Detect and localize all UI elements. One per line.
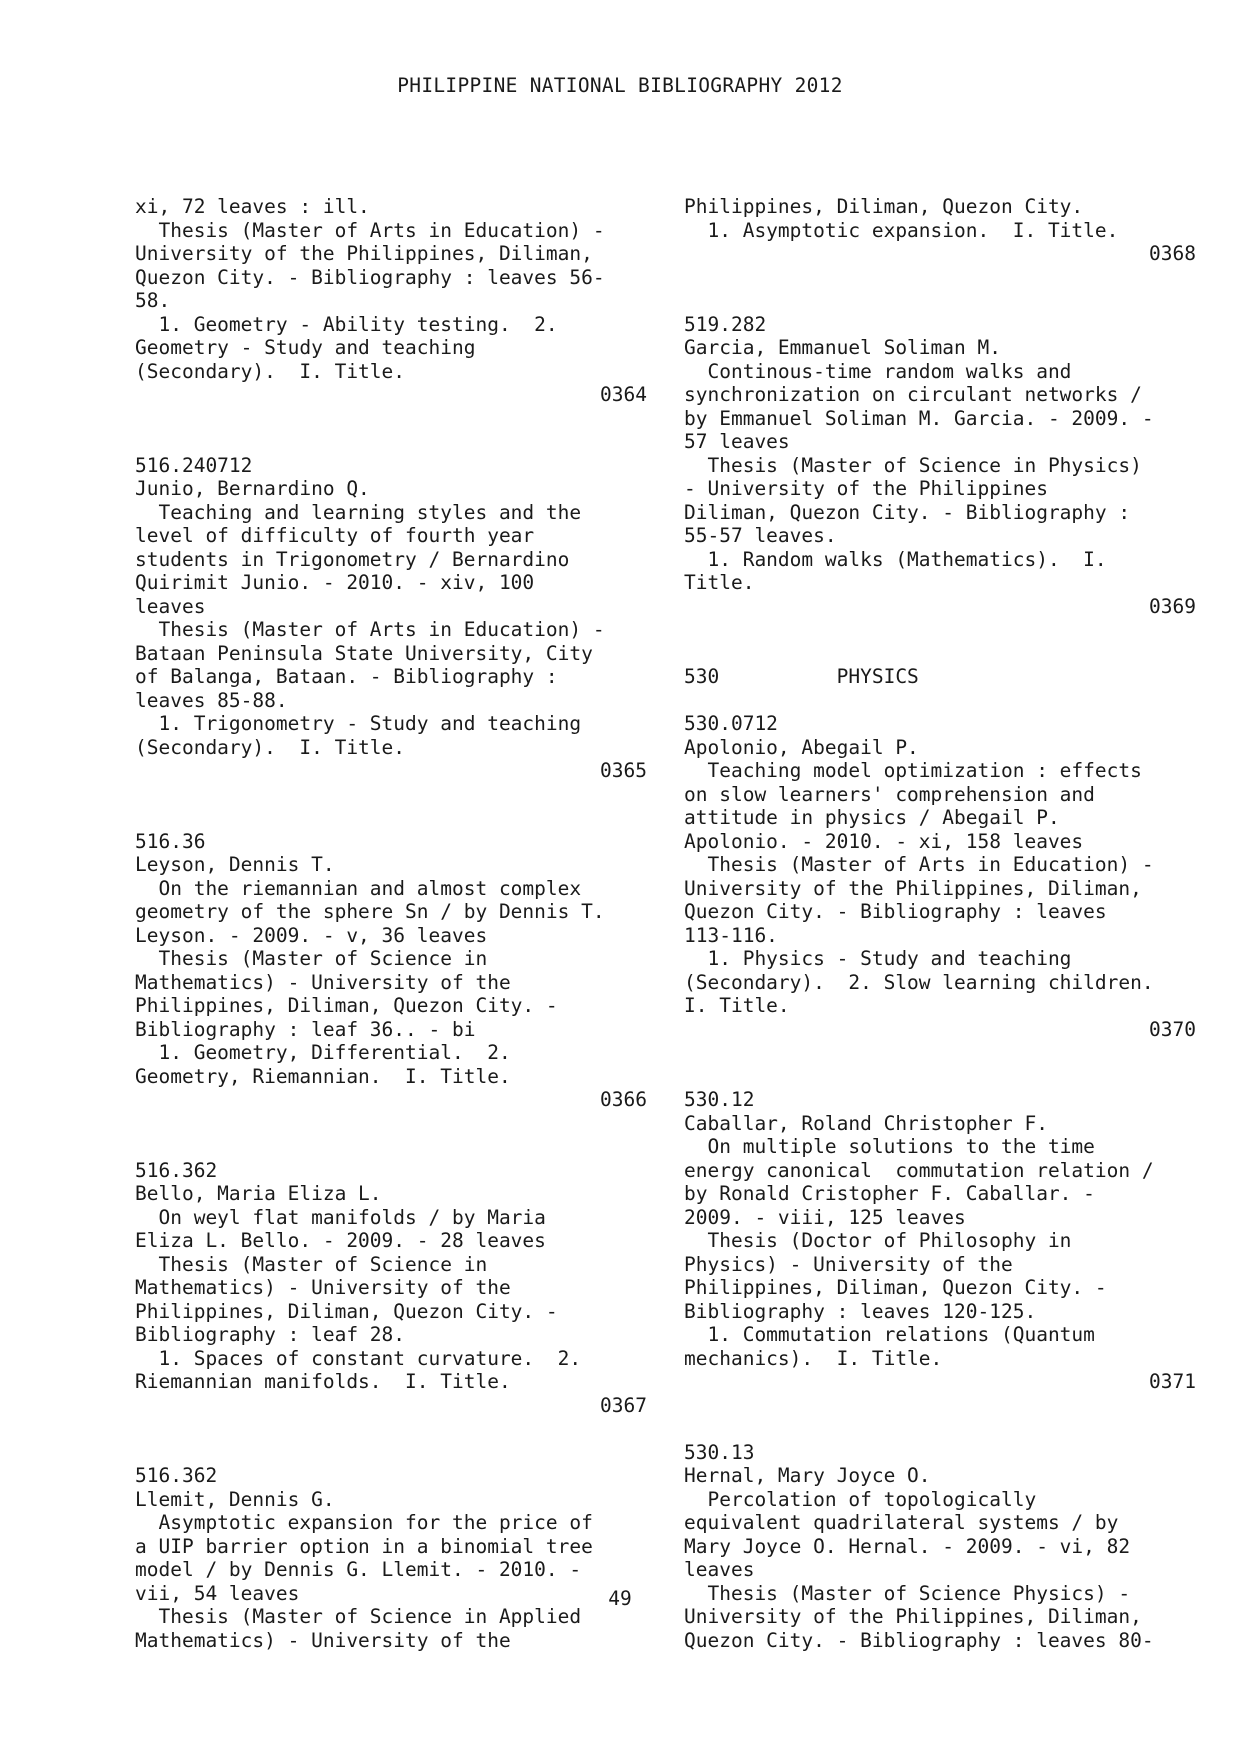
entry-line: 1. Commutation relations (Quantum <box>684 1323 1095 1346</box>
entry-line: (Secondary). I. Title. <box>135 735 406 759</box>
entry-line: Title. <box>684 571 755 594</box>
author: Hernal, Mary Joyce O. <box>684 1464 931 1487</box>
entry-line: 55-57 leaves. <box>684 524 837 547</box>
left-column <box>135 195 647 1652</box>
entry-separator <box>684 689 1196 713</box>
entry-line: On the riemannian and almost complex <box>135 876 582 900</box>
entry-line: Thesis (Master of Arts in Education) - <box>135 618 605 641</box>
entry-line: Mathematics) - University of the <box>135 1276 511 1299</box>
entry-line: Mathematics) - University of the <box>135 1628 511 1652</box>
entry-line: Percolation of topologically <box>684 1487 1037 1511</box>
entry-separator <box>135 407 647 431</box>
entry-line: On weyl flat manifolds / by Maria <box>135 1205 546 1229</box>
entry-line: 1. Random walks (Mathematics). I. <box>684 547 1107 571</box>
call-number: 516.362 <box>135 1464 218 1487</box>
call-number: 516.240712 <box>135 453 253 477</box>
entry-separator <box>684 1394 1196 1418</box>
entry-line: equivalent quadrilateral systems / by <box>684 1511 1119 1534</box>
author: Junio, Bernardino Q. <box>135 477 370 500</box>
call-number: 530.0712 <box>684 712 778 735</box>
entry-separator <box>684 1417 1196 1441</box>
entry-line: model / by Dennis G. Llemit. - 2010. - <box>135 1558 582 1581</box>
author: Bello, Maria Eliza L. <box>135 1182 382 1205</box>
bib-entry <box>684 1441 1196 1653</box>
entry-line: Leyson. - 2009. - v, 36 leaves <box>135 923 488 947</box>
bib-entry <box>684 1088 1196 1394</box>
entry-line: geometry of the sphere Sn / by Dennis T. <box>135 900 605 923</box>
entry-line: 1. Geometry - Ability testing. 2. <box>135 312 558 336</box>
entry-separator <box>135 1112 647 1136</box>
entry-line: 1. Trigonometry - Study and teaching <box>135 712 582 735</box>
entry-line: Philippines, Diliman, Quezon City. - <box>135 994 558 1017</box>
entry-line: xi, 72 leaves : ill. <box>135 195 370 218</box>
bib-entry <box>135 195 647 407</box>
entry-line: (Secondary). I. Title. <box>135 359 406 383</box>
entry-line: level of difficulty of fourth year <box>135 524 535 547</box>
author: Leyson, Dennis T. <box>135 853 335 876</box>
entry-line: 1. Spaces of constant curvature. 2. <box>135 1346 582 1370</box>
entry-line: University of the Philippines, Diliman, <box>684 876 1142 900</box>
entry-separator <box>135 430 647 454</box>
entry-line: 113-116. <box>684 923 778 947</box>
bib-entry <box>684 313 1196 619</box>
entry-line: Quezon City. - Bibliography : leaves 80- <box>684 1628 1154 1652</box>
entry-line: Thesis (Master of Science in Applied <box>135 1605 582 1628</box>
entry-line: - University of the Philippines <box>684 477 1048 500</box>
entry-line: Quezon City. - Bibliography : leaves <box>684 900 1107 923</box>
bib-entry <box>135 454 647 783</box>
call-number: 530.13 <box>684 1440 755 1464</box>
entry-line: Riemannian manifolds. I. Title. <box>135 1370 511 1393</box>
entry-line: Bibliography : leaves 120-125. <box>684 1299 1037 1323</box>
entry-line: Bibliography : leaf 36.. - bi <box>135 1017 476 1041</box>
entry-line: Quezon City. - Bibliography : leaves 56- <box>135 265 605 289</box>
entry-number: 0365 <box>600 759 647 782</box>
entry-line: mechanics). I. Title. <box>684 1346 943 1370</box>
entry-number: 0370 <box>1149 1017 1196 1041</box>
entry-line: Mary Joyce O. Hernal. - 2009. - vi, 82 <box>684 1534 1131 1558</box>
entry-number: 0366 <box>600 1088 647 1111</box>
entry-line: On multiple solutions to the time <box>684 1135 1095 1158</box>
entry-line: Geometry - Study and teaching <box>135 336 476 359</box>
entry-line: Bibliography : leaf 28. <box>135 1323 406 1346</box>
entry-line: Thesis (Master of Science in Physics) <box>684 453 1142 477</box>
entry-line: Mathematics) - University of the <box>135 970 511 994</box>
entry-line: a UIP barrier option in a binomial tree <box>135 1534 593 1558</box>
entry-line: Teaching and learning styles and the <box>135 500 582 524</box>
entry-separator <box>684 1065 1196 1089</box>
entry-line: Thesis (Master of Arts in Education) - <box>684 853 1154 876</box>
entry-line: on slow learners' comprehension and <box>684 782 1095 806</box>
entry-number: 0367 <box>600 1393 647 1417</box>
entry-line: Thesis (Master of Science Physics) - <box>684 1581 1131 1605</box>
entry-number: 0368 <box>1149 242 1196 265</box>
section-heading: 530 PHYSICS <box>684 665 919 688</box>
entry-separator <box>135 1441 647 1465</box>
right-column <box>684 195 1196 1652</box>
entry-line: Philippines, Diliman, Quezon City. - <box>684 1276 1107 1299</box>
entry-number: 0371 <box>1149 1370 1196 1393</box>
bib-entry <box>684 712 1196 1041</box>
entry-line: of Balanga, Bataan. - Bibliography : <box>135 665 558 688</box>
call-number: 530.12 <box>684 1088 755 1111</box>
entry-line: students in Trigonometry / Bernardino <box>135 547 570 571</box>
entry-line: Asymptotic expansion for the price of <box>135 1511 593 1534</box>
entry-line: 58. <box>135 289 171 312</box>
entry-line: Thesis (Master of Science in <box>135 1252 488 1276</box>
entry-line: Continous-time random walks and <box>684 359 1072 383</box>
entry-separator <box>135 806 647 830</box>
author: Garcia, Emmanuel Soliman M. <box>684 336 1001 359</box>
bib-entry <box>135 1464 647 1652</box>
entry-line: 2009. - viii, 125 leaves <box>684 1205 966 1229</box>
entry-separator <box>135 1135 647 1159</box>
entry-number: 0369 <box>1149 594 1196 618</box>
entry-line: synchronization on circulant networks / <box>684 383 1142 406</box>
entry-line: vii, 54 leaves <box>135 1581 300 1605</box>
call-number: 516.362 <box>135 1158 218 1182</box>
entry-separator <box>684 1041 1196 1065</box>
entry-line: Philippines, Diliman, Quezon City. - <box>135 1299 558 1323</box>
entry-line: University of the Philippines, Diliman, <box>684 1605 1142 1628</box>
entry-line: 1. Geometry, Differential. 2. <box>135 1041 511 1064</box>
entry-line: by Emmanuel Soliman M. Garcia. - 2009. - <box>684 406 1154 430</box>
page-number: 49 <box>608 1587 632 1610</box>
entry-separator <box>135 1417 647 1441</box>
entry-line: leaves <box>684 1558 755 1581</box>
entry-line: 1. Asymptotic expansion. I. Title. <box>684 218 1119 242</box>
entry-line: Philippines, Diliman, Quezon City. <box>684 195 1084 218</box>
entry-separator <box>684 618 1196 642</box>
entry-line: energy canonical commutation relation / <box>684 1158 1154 1182</box>
entry-separator <box>684 266 1196 290</box>
call-number: 516.36 <box>135 829 206 853</box>
entry-line: University of the Philippines, Diliman, <box>135 242 593 265</box>
entry-line: leaves <box>135 594 206 618</box>
author: Llemit, Dennis G. <box>135 1487 335 1511</box>
entry-line: attitude in physics / Abegail P. <box>684 806 1060 829</box>
entry-line: 1. Physics - Study and teaching <box>684 947 1072 970</box>
entry-line: Physics) - University of the <box>684 1252 1013 1276</box>
entry-line: leaves 85-88. <box>135 688 288 712</box>
entry-separator <box>684 642 1196 666</box>
entry-number: 0364 <box>600 383 647 406</box>
entry-line: I. Title. <box>684 994 790 1017</box>
entry-line: 57 leaves <box>684 430 790 453</box>
author: Apolonio, Abegail P. <box>684 735 919 759</box>
entry-separator <box>135 783 647 807</box>
entry-line: Geometry, Riemannian. I. Title. <box>135 1064 511 1088</box>
bib-entry <box>684 195 1196 266</box>
running-head: PHILIPPINE NATIONAL BIBLIOGRAPHY 2012 <box>397 74 843 97</box>
bib-entry <box>135 1159 647 1418</box>
entry-line: Quirimit Junio. - 2010. - xiv, 100 <box>135 571 535 594</box>
entry-line: Diliman, Quezon City. - Bibliography : <box>684 500 1131 524</box>
entry-line: Thesis (Master of Science in <box>135 947 488 970</box>
entry-line: Teaching model optimization : effects <box>684 759 1142 782</box>
entry-separator <box>684 289 1196 313</box>
bib-entry <box>135 830 647 1112</box>
entry-line: (Secondary). 2. Slow learning children. <box>684 970 1154 994</box>
call-number: 519.282 <box>684 312 767 336</box>
entry-line: Thesis (Doctor of Philosophy in <box>684 1229 1072 1252</box>
author: Caballar, Roland Christopher F. <box>684 1111 1048 1135</box>
entry-line: Thesis (Master of Arts in Education) - <box>135 218 605 242</box>
entry-line: Apolonio. - 2010. - xi, 158 leaves <box>684 829 1084 853</box>
entry-line: Bataan Peninsula State University, City <box>135 641 593 665</box>
entry-line: Eliza L. Bello. - 2009. - 28 leaves <box>135 1229 546 1252</box>
entry-line: by Ronald Cristopher F. Caballar. - <box>684 1182 1095 1205</box>
